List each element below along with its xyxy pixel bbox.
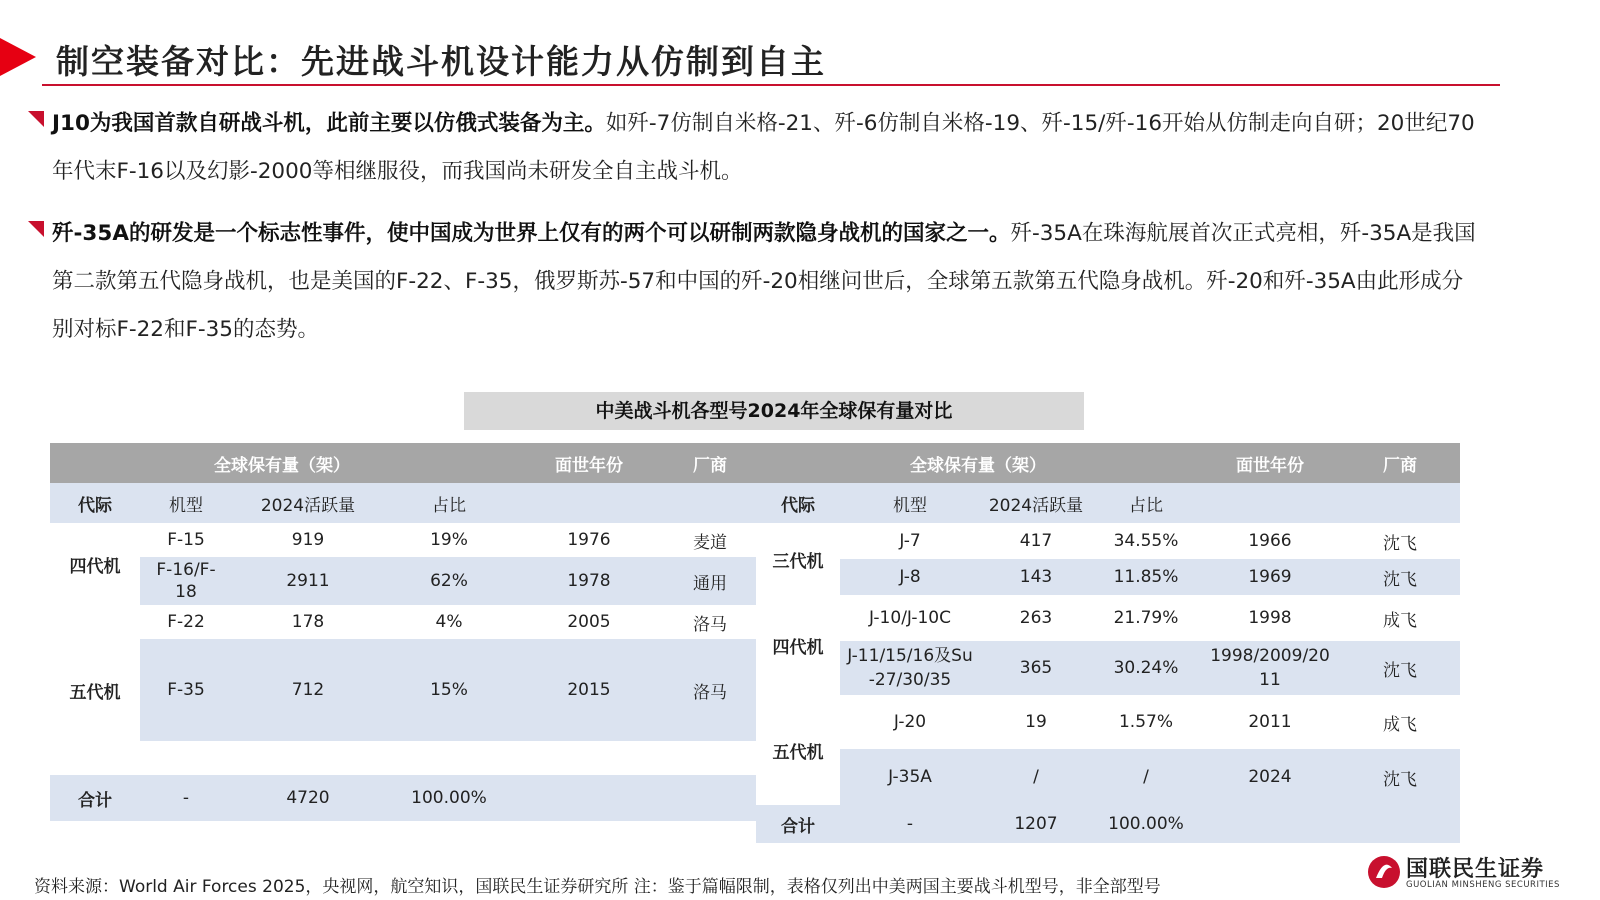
active-cell: 712 xyxy=(232,639,384,741)
share-cell: 15% xyxy=(384,639,514,741)
us-fighter-table xyxy=(50,443,756,821)
active-cell: 143 xyxy=(980,559,1092,595)
year-cell: 1998/2009/2011 xyxy=(1200,641,1340,695)
gen-label: 四代机 xyxy=(772,637,824,658)
total-active: 1207 xyxy=(980,805,1092,843)
year-cell: 1969 xyxy=(1200,559,1340,595)
active-cell: / xyxy=(980,749,1092,805)
table-spacer-row xyxy=(50,741,756,775)
active-subheader: 2024活跃量 xyxy=(232,483,384,523)
model-cell: F-16/F-18 xyxy=(140,557,232,605)
gen-subheader: 代际 xyxy=(756,483,840,523)
maker-cell: 洛马 xyxy=(664,639,756,741)
cn-fighter-table xyxy=(756,443,1460,843)
share-cell: 19% xyxy=(430,530,468,550)
year-header: 面世年份 xyxy=(514,443,664,483)
company-logo xyxy=(1366,852,1596,892)
year-cell: 1966 xyxy=(1248,531,1292,551)
maker-cell: 沈飞 xyxy=(1383,533,1417,554)
maker-header: 厂商 xyxy=(1340,443,1460,483)
table-row xyxy=(50,639,756,741)
maker-cell: 沈飞 xyxy=(1340,749,1460,805)
gen-subheader: 代际 xyxy=(50,483,140,523)
year-cell: 2024 xyxy=(1200,749,1340,805)
total-label: 合计 xyxy=(756,805,840,843)
logo-mark-icon xyxy=(1366,854,1402,890)
total-active: 4720 xyxy=(232,775,384,821)
maker-cell: 洛马 xyxy=(693,614,727,635)
year-header: 面世年份 xyxy=(1200,443,1340,483)
gen-label: 五代机 xyxy=(772,742,824,763)
model-cell: J-11/15/16及Su-27/30/35 xyxy=(840,641,980,695)
active-cell: 919 xyxy=(291,530,325,550)
maker-header: 厂商 xyxy=(664,443,756,483)
table-row xyxy=(50,557,756,605)
share-cell: 62% xyxy=(384,557,514,605)
table-total-row xyxy=(50,775,756,821)
paragraph-1-lead: J10为我国首款自研战斗机，此前主要以仿俄式装备为主。 xyxy=(52,111,606,136)
share-cell: / xyxy=(1092,749,1200,805)
table-row xyxy=(50,605,756,639)
active-cell: 417 xyxy=(1019,531,1053,551)
share-cell: 1.57% xyxy=(1118,712,1173,732)
page-title: 制空装备对比：先进战斗机设计能力从仿制到自主 xyxy=(56,42,826,81)
share-cell: 11.85% xyxy=(1092,559,1200,595)
paragraph-1 xyxy=(28,100,1478,196)
share-cell: 21.79% xyxy=(1113,608,1179,628)
logo-english-name: GUOLIAN MINSHENG SECURITIES xyxy=(1406,880,1560,890)
model-cell: J-8 xyxy=(840,559,980,595)
gen-label: 五代机 xyxy=(69,682,121,703)
year-cell: 1998 xyxy=(1248,608,1292,628)
maker-cell: 成飞 xyxy=(1383,714,1417,735)
table-row xyxy=(756,559,1460,595)
year-cell: 1976 xyxy=(567,530,611,550)
active-cell: 2911 xyxy=(232,557,384,605)
table-row xyxy=(756,749,1460,805)
share-subheader: 占比 xyxy=(1092,483,1200,523)
year-cell: 1978 xyxy=(514,557,664,605)
source-note: 资料来源：World Air Forces 2025，央视网，航空知识，国联民生证券研究所 注：鉴于篇幅限制，表格仅列出中美两国主要战斗机型号，非全部型号 xyxy=(34,877,1161,897)
year-cell: 2005 xyxy=(567,612,611,632)
active-cell: 178 xyxy=(291,612,325,632)
share-subheader: 占比 xyxy=(384,483,514,523)
table-header-row xyxy=(756,443,1460,483)
active-subheader: 2024活跃量 xyxy=(980,483,1092,523)
model-cell: J-10/J-10C xyxy=(869,608,951,628)
total-share: 100.00% xyxy=(1092,805,1200,843)
gen-label: 三代机 xyxy=(772,551,824,572)
table-header-row xyxy=(50,443,756,483)
model-cell: J-20 xyxy=(893,712,927,732)
title-arrow-icon xyxy=(0,38,36,76)
share-cell: 4% xyxy=(435,612,463,632)
table-row xyxy=(756,523,1460,559)
paragraph-2-body: 歼-35A在珠海航展首次正式亮相，歼-35A是我国第二款第五代隐身战机，也是美国的F-22、F-35，俄罗斯苏-57和中国的歼-20相继问世后，全球第五款第五代隐身战机。歼-20和歼-35A由此形成分别对标F-22和F-35的态势。 xyxy=(52,221,1476,342)
active-cell: 263 xyxy=(1019,608,1053,628)
table-subheader-row xyxy=(50,483,756,523)
table-row xyxy=(756,695,1460,749)
share-cell: 34.55% xyxy=(1113,531,1179,551)
share-cell: 30.24% xyxy=(1092,641,1200,695)
gen-label: 四代机 xyxy=(69,556,121,577)
model-cell: J-7 xyxy=(899,531,921,551)
active-cell: 19 xyxy=(1025,712,1047,732)
maker-cell: 沈飞 xyxy=(1340,641,1460,695)
maker-cell: 通用 xyxy=(664,557,756,605)
fleet-header: 全球保有量（架） xyxy=(756,443,1200,483)
maker-cell: 成飞 xyxy=(1383,610,1417,631)
table-subheader-row xyxy=(756,483,1460,523)
model-cell: F-35 xyxy=(140,639,232,741)
model-cell: J-35A xyxy=(840,749,980,805)
table-total-row xyxy=(756,805,1460,843)
table-row xyxy=(756,595,1460,641)
logo-name: 国联民生证券 xyxy=(1406,857,1545,882)
bullet-marker-icon xyxy=(28,221,44,237)
total-model: - xyxy=(840,805,980,843)
table-row xyxy=(756,641,1460,695)
model-subheader: 机型 xyxy=(840,483,980,523)
paragraph-1-body: 如歼-7仿制自米格-21、歼-6仿制自米格-19、歼-15/歼-16开始从仿制走向自研；20世纪70年代末F-16以及幻影-2000等相继服役，而我国尚未研发全自主战斗机。 xyxy=(52,111,1475,184)
title-divider xyxy=(42,84,1500,86)
model-cell: F-22 xyxy=(167,612,205,632)
maker-cell: 麦道 xyxy=(693,532,727,553)
fleet-header: 全球保有量（架） xyxy=(50,443,514,483)
paragraph-2 xyxy=(28,210,1478,354)
model-subheader: 机型 xyxy=(140,483,232,523)
year-cell: 2015 xyxy=(514,639,664,741)
total-model: - xyxy=(140,775,232,821)
bullet-marker-icon xyxy=(28,111,44,127)
paragraph-2-lead: 歼-35A的研发是一个标志性事件，使中国成为世界上仅有的两个可以研制两款隐身战机的国家之一。 xyxy=(52,221,1011,246)
year-cell: 2011 xyxy=(1248,712,1292,732)
maker-cell: 沈飞 xyxy=(1340,559,1460,595)
total-label: 合计 xyxy=(50,775,140,821)
active-cell: 365 xyxy=(980,641,1092,695)
model-cell: F-15 xyxy=(167,530,205,550)
table-row xyxy=(50,523,756,557)
total-share: 100.00% xyxy=(384,775,514,821)
table-caption: 中美战斗机各型号2024年全球保有量对比 xyxy=(464,392,1084,430)
